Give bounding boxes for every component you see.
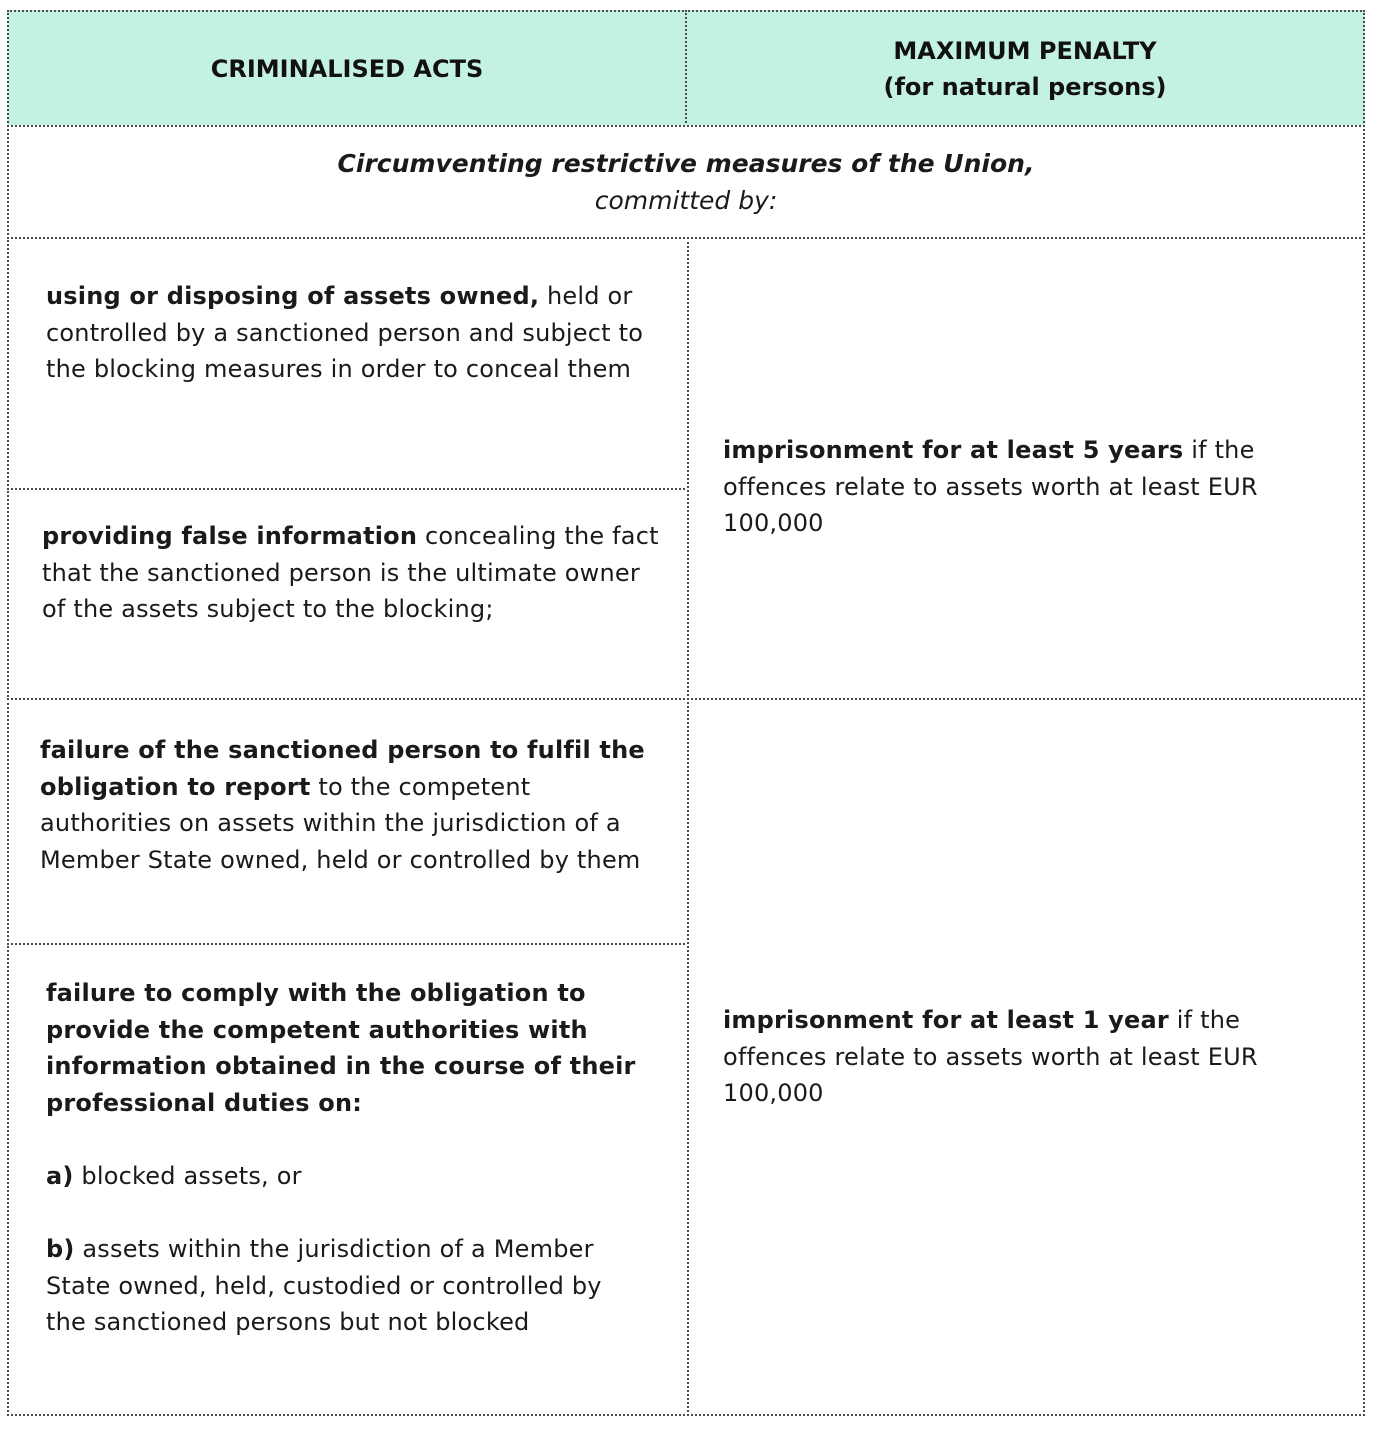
penalty-cell-5-years [687,237,1365,700]
act-bold-text: providing false information [42,522,418,550]
banner-subtitle: committed by: [594,186,778,215]
act-bold-text: using or disposing of assets owned, [46,282,540,310]
paragraph-spacer [46,1195,646,1232]
header-criminalised-acts [7,10,687,127]
paragraph-spacer [46,1121,646,1158]
act-cell-failure-to-provide-information [7,943,689,1416]
act-text [40,732,650,878]
act-text [46,278,662,388]
act-regular-text: held or controlled by a sanctioned person and subject to the blocking measures in order to conceal them [46,282,644,384]
header-maximum-penalty [685,10,1365,127]
header-col1-label: CRIMINALISED ACTS [210,54,484,83]
penalties-table [7,10,1365,1416]
banner-title: Circumventing restrictive measures of the Union, [337,149,1035,178]
act-text [46,975,646,1341]
act-bold-text: failure to comply with the obligation to provide the competent authorities with information obtained in the course of their professional duties on: [46,979,636,1117]
act-cell-false-information [7,488,689,700]
offence-banner [7,125,1365,239]
penalty-bold-text: imprisonment for at least 5 years [723,436,1184,464]
act-cell-using-assets [7,237,689,490]
act-regular-text: to the competent authorities on assets within the jurisdiction of a Member State owned, held or controlled by them [40,772,641,874]
act-bold-text: failure of the sanctioned person to fulfil the obligation to report [40,736,645,801]
act-regular-text: concealing the fact that the sanctioned person is the ultimate owner of the assets subject to the blocking; [42,522,659,624]
penalty-text [723,1002,1333,1112]
item-b-label: b) [46,1235,75,1264]
act-text [42,518,662,628]
penalty-regular-text: if the offences relate to assets worth at least EUR 100,000 [723,436,1258,538]
item-b-text: assets within the jurisdiction of a Member State owned, held, custodied or controlled by the sanctioned persons but not blocked [46,1235,602,1337]
penalty-text [723,432,1333,542]
item-a-text: blocked assets, or [73,1161,302,1190]
penalty-cell-1-year [687,698,1365,1416]
act-cell-failure-to-report [7,698,689,945]
header-col2-line2: (for natural persons) [883,72,1167,101]
item-a-label: a) [46,1161,74,1190]
penalty-regular-text: if the offences relate to assets worth at least EUR 100,000 [723,1006,1258,1108]
penalty-bold-text: imprisonment for at least 1 year [723,1006,1169,1034]
header-col2-line1: MAXIMUM PENALTY [893,36,1157,65]
